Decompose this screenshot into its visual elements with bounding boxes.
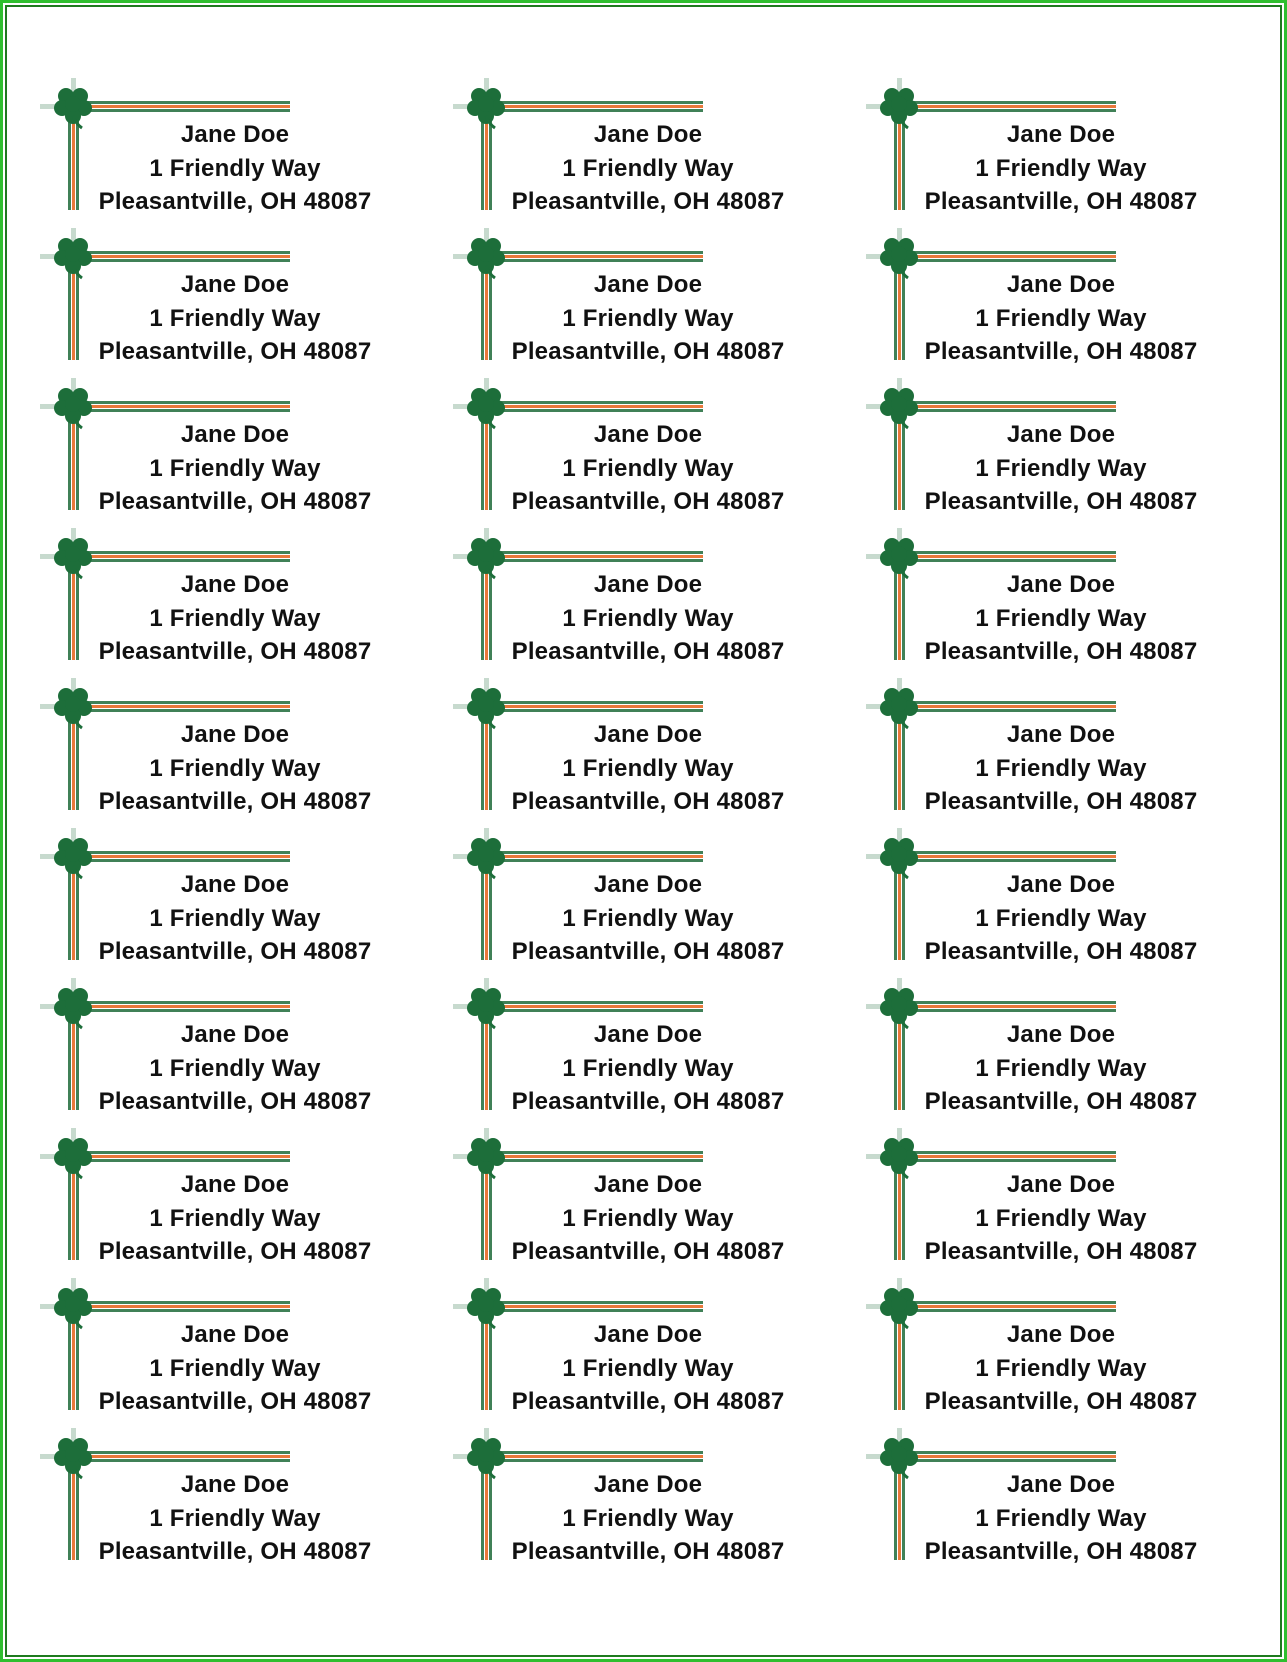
recipient-name: Jane Doe xyxy=(1006,1171,1116,1198)
street-address: 1 Friendly Way xyxy=(149,1504,321,1532)
address-block xyxy=(493,268,803,369)
street-address: 1 Friendly Way xyxy=(562,454,734,482)
street-address: 1 Friendly Way xyxy=(562,154,734,182)
address-label xyxy=(40,828,400,968)
recipient-name: Jane Doe xyxy=(593,721,703,748)
address-label xyxy=(40,978,400,1118)
address-label xyxy=(40,228,400,368)
city-state-zip: Pleasantville, OH 48087 xyxy=(511,338,785,365)
recipient-name: Jane Doe xyxy=(593,271,703,298)
city-state-zip: Pleasantville, OH 48087 xyxy=(511,1538,785,1565)
city-state-zip: Pleasantville, OH 48087 xyxy=(98,938,372,965)
street-address: 1 Friendly Way xyxy=(562,304,734,332)
address-block xyxy=(906,568,1216,669)
recipient-name: Jane Doe xyxy=(180,1321,290,1348)
address-label xyxy=(453,978,813,1118)
street-address: 1 Friendly Way xyxy=(975,454,1147,482)
recipient-name: Jane Doe xyxy=(180,271,290,298)
address-label xyxy=(453,228,813,368)
street-address: 1 Friendly Way xyxy=(562,1354,734,1382)
city-state-zip: Pleasantville, OH 48087 xyxy=(924,188,1198,215)
city-state-zip: Pleasantville, OH 48087 xyxy=(98,1088,372,1115)
street-address: 1 Friendly Way xyxy=(149,304,321,332)
city-state-zip: Pleasantville, OH 48087 xyxy=(98,1538,372,1565)
recipient-name: Jane Doe xyxy=(1006,571,1116,598)
address-label xyxy=(453,1428,813,1568)
address-label xyxy=(453,828,813,968)
address-block xyxy=(80,1018,390,1119)
city-state-zip: Pleasantville, OH 48087 xyxy=(924,1538,1198,1565)
city-state-zip: Pleasantville, OH 48087 xyxy=(98,788,372,815)
address-block xyxy=(80,268,390,369)
address-block xyxy=(906,418,1216,519)
city-state-zip: Pleasantville, OH 48087 xyxy=(511,488,785,515)
street-address: 1 Friendly Way xyxy=(562,1504,734,1532)
address-label xyxy=(40,528,400,668)
address-block xyxy=(906,1468,1216,1569)
street-address: 1 Friendly Way xyxy=(562,604,734,632)
city-state-zip: Pleasantville, OH 48087 xyxy=(98,338,372,365)
recipient-name: Jane Doe xyxy=(593,1171,703,1198)
address-block xyxy=(906,1168,1216,1269)
city-state-zip: Pleasantville, OH 48087 xyxy=(924,938,1198,965)
address-label xyxy=(866,528,1226,668)
recipient-name: Jane Doe xyxy=(180,1471,290,1498)
address-label xyxy=(866,378,1226,518)
recipient-name: Jane Doe xyxy=(593,871,703,898)
city-state-zip: Pleasantville, OH 48087 xyxy=(924,638,1198,665)
city-state-zip: Pleasantville, OH 48087 xyxy=(511,1388,785,1415)
recipient-name: Jane Doe xyxy=(180,721,290,748)
address-label xyxy=(866,678,1226,818)
recipient-name: Jane Doe xyxy=(1006,271,1116,298)
city-state-zip: Pleasantville, OH 48087 xyxy=(98,1238,372,1265)
recipient-name: Jane Doe xyxy=(180,1171,290,1198)
recipient-name: Jane Doe xyxy=(180,421,290,448)
recipient-name: Jane Doe xyxy=(1006,421,1116,448)
street-address: 1 Friendly Way xyxy=(562,1054,734,1082)
address-block xyxy=(906,718,1216,819)
city-state-zip: Pleasantville, OH 48087 xyxy=(924,1088,1198,1115)
city-state-zip: Pleasantville, OH 48087 xyxy=(511,1238,785,1265)
street-address: 1 Friendly Way xyxy=(975,1054,1147,1082)
address-label xyxy=(453,1128,813,1268)
city-state-zip: Pleasantville, OH 48087 xyxy=(924,1388,1198,1415)
address-block xyxy=(493,1168,803,1269)
address-block xyxy=(493,418,803,519)
address-block xyxy=(906,1018,1216,1119)
recipient-name: Jane Doe xyxy=(1006,121,1116,148)
address-block xyxy=(80,418,390,519)
address-label xyxy=(866,78,1226,218)
city-state-zip: Pleasantville, OH 48087 xyxy=(511,788,785,815)
city-state-zip: Pleasantville, OH 48087 xyxy=(924,338,1198,365)
recipient-name: Jane Doe xyxy=(1006,1471,1116,1498)
address-block xyxy=(80,1168,390,1269)
address-block xyxy=(493,1318,803,1419)
address-block xyxy=(80,1318,390,1419)
address-block xyxy=(493,868,803,969)
address-label xyxy=(40,678,400,818)
address-label xyxy=(866,228,1226,368)
address-block xyxy=(906,868,1216,969)
street-address: 1 Friendly Way xyxy=(562,1204,734,1232)
street-address: 1 Friendly Way xyxy=(975,754,1147,782)
street-address: 1 Friendly Way xyxy=(975,604,1147,632)
address-block xyxy=(80,568,390,669)
street-address: 1 Friendly Way xyxy=(149,454,321,482)
street-address: 1 Friendly Way xyxy=(975,904,1147,932)
street-address: 1 Friendly Way xyxy=(975,304,1147,332)
address-label xyxy=(40,1428,400,1568)
recipient-name: Jane Doe xyxy=(593,421,703,448)
address-block xyxy=(80,868,390,969)
recipient-name: Jane Doe xyxy=(593,121,703,148)
address-label xyxy=(453,528,813,668)
address-block xyxy=(80,1468,390,1569)
street-address: 1 Friendly Way xyxy=(149,1054,321,1082)
street-address: 1 Friendly Way xyxy=(975,1354,1147,1382)
street-address: 1 Friendly Way xyxy=(149,754,321,782)
street-address: 1 Friendly Way xyxy=(975,154,1147,182)
address-label xyxy=(40,1278,400,1418)
address-label xyxy=(453,678,813,818)
city-state-zip: Pleasantville, OH 48087 xyxy=(98,188,372,215)
address-block xyxy=(493,118,803,219)
address-label xyxy=(40,1128,400,1268)
city-state-zip: Pleasantville, OH 48087 xyxy=(924,1238,1198,1265)
street-address: 1 Friendly Way xyxy=(149,604,321,632)
street-address: 1 Friendly Way xyxy=(149,154,321,182)
address-block xyxy=(493,718,803,819)
recipient-name: Jane Doe xyxy=(593,1321,703,1348)
address-label xyxy=(866,1278,1226,1418)
recipient-name: Jane Doe xyxy=(1006,1021,1116,1048)
street-address: 1 Friendly Way xyxy=(975,1504,1147,1532)
recipient-name: Jane Doe xyxy=(1006,1321,1116,1348)
city-state-zip: Pleasantville, OH 48087 xyxy=(511,938,785,965)
address-label xyxy=(40,378,400,518)
address-block xyxy=(493,568,803,669)
address-block xyxy=(906,118,1216,219)
street-address: 1 Friendly Way xyxy=(149,904,321,932)
recipient-name: Jane Doe xyxy=(593,1021,703,1048)
address-block xyxy=(906,1318,1216,1419)
address-label xyxy=(866,1428,1226,1568)
city-state-zip: Pleasantville, OH 48087 xyxy=(924,488,1198,515)
city-state-zip: Pleasantville, OH 48087 xyxy=(511,638,785,665)
recipient-name: Jane Doe xyxy=(1006,721,1116,748)
recipient-name: Jane Doe xyxy=(180,121,290,148)
recipient-name: Jane Doe xyxy=(180,571,290,598)
address-label xyxy=(453,1278,813,1418)
street-address: 1 Friendly Way xyxy=(975,1204,1147,1232)
address-label xyxy=(866,1128,1226,1268)
address-block xyxy=(80,718,390,819)
address-label xyxy=(453,78,813,218)
address-label xyxy=(866,978,1226,1118)
city-state-zip: Pleasantville, OH 48087 xyxy=(511,1088,785,1115)
city-state-zip: Pleasantville, OH 48087 xyxy=(511,188,785,215)
city-state-zip: Pleasantville, OH 48087 xyxy=(98,488,372,515)
address-block xyxy=(80,118,390,219)
recipient-name: Jane Doe xyxy=(180,871,290,898)
address-label xyxy=(453,378,813,518)
recipient-name: Jane Doe xyxy=(593,1471,703,1498)
address-label xyxy=(866,828,1226,968)
city-state-zip: Pleasantville, OH 48087 xyxy=(98,1388,372,1415)
recipient-name: Jane Doe xyxy=(180,1021,290,1048)
street-address: 1 Friendly Way xyxy=(562,904,734,932)
address-block xyxy=(493,1018,803,1119)
street-address: 1 Friendly Way xyxy=(149,1354,321,1382)
street-address: 1 Friendly Way xyxy=(149,1204,321,1232)
address-block xyxy=(906,268,1216,369)
city-state-zip: Pleasantville, OH 48087 xyxy=(98,638,372,665)
address-label xyxy=(40,78,400,218)
address-block xyxy=(493,1468,803,1569)
recipient-name: Jane Doe xyxy=(1006,871,1116,898)
street-address: 1 Friendly Way xyxy=(562,754,734,782)
city-state-zip: Pleasantville, OH 48087 xyxy=(924,788,1198,815)
recipient-name: Jane Doe xyxy=(593,571,703,598)
